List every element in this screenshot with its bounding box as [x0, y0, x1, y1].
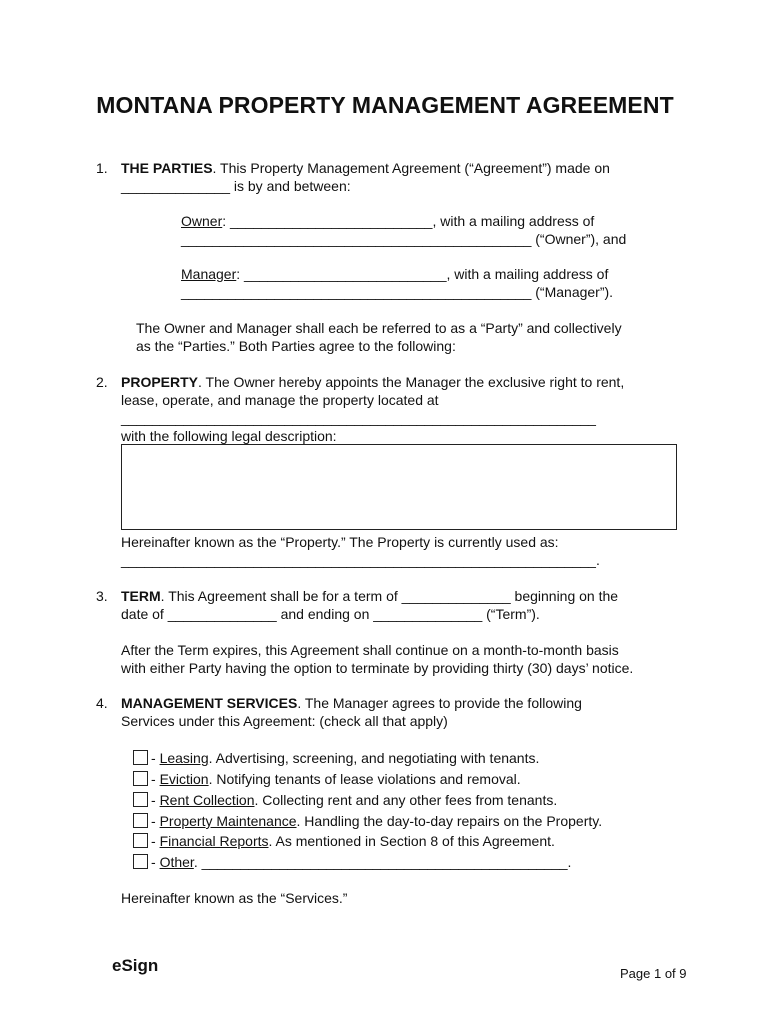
section-4-number: 4.: [96, 695, 108, 711]
section-1-heading: THE PARTIES: [121, 160, 213, 176]
owner-line-1: [181, 212, 594, 230]
property-use-field[interactable]: _____________________________________________________________.: [121, 552, 600, 568]
parties-paragraph-line-2: as the “Parties.” Both Parties agree to the following:: [136, 338, 456, 354]
service-dash: -: [151, 833, 160, 849]
document-title: MONTANA PROPERTY MANAGEMENT AGREEMENT: [96, 92, 674, 118]
owner-address-field[interactable]: _____________________________________________ (“Owner”), and: [181, 231, 627, 247]
section-4-heading: MANAGEMENT SERVICES: [121, 695, 298, 711]
legal-description-box[interactable]: [121, 444, 677, 530]
section-2-line-1: [121, 373, 624, 391]
page-number: Page 1 of 9: [620, 966, 687, 981]
section-3-number: 3.: [96, 588, 108, 604]
section-3-line-1: [121, 587, 618, 605]
other-service-field[interactable]: . _______________________________________________.: [193, 854, 572, 870]
manager-field[interactable]: : __________________________, with a mailing address of: [236, 266, 609, 282]
service-dash: -: [151, 792, 160, 808]
service-item-leasing: [151, 749, 539, 767]
manager-address-field[interactable]: _____________________________________________ (“Manager”).: [181, 284, 614, 300]
rent-collection-checkbox[interactable]: [133, 792, 148, 807]
service-item-financial-reports: [151, 832, 555, 850]
section-2-text: . The Owner hereby appoints the Manager the exclusive right to rent,: [198, 374, 625, 390]
section-2-line-4: with the following legal description:: [121, 428, 337, 444]
other-checkbox[interactable]: [133, 854, 148, 869]
manager-label: Manager: [181, 266, 237, 282]
section-4-line-1: [121, 694, 582, 712]
service-label: Other: [159, 854, 194, 870]
service-dash: -: [151, 854, 160, 870]
service-item-other: [151, 853, 571, 871]
esign-logo: eSign: [112, 956, 159, 975]
section-1-line-2: ______________ is by and between:: [121, 178, 351, 194]
service-item-rent-collection: [151, 791, 557, 809]
term-paragraph-line-2: with either Party having the option to terminate by providing thirty (30) days’ notice.: [121, 660, 634, 676]
service-label: Financial Reports: [159, 833, 269, 849]
service-item-property-maintenance: [151, 812, 602, 830]
section-3-line-2: date of ______________ and ending on ______________ (“Term”).: [121, 606, 540, 622]
financial-reports-checkbox[interactable]: [133, 833, 148, 848]
service-item-eviction: [151, 770, 521, 788]
section-2-heading: PROPERTY: [121, 374, 199, 390]
service-dash: -: [151, 750, 160, 766]
owner-field[interactable]: : __________________________, with a mailing address of: [222, 213, 595, 229]
section-2-line-2: lease, operate, and manage the property located at: [121, 392, 439, 408]
service-label: Rent Collection: [159, 792, 255, 808]
section-3-text: . This Agreement shall be for a term of ______________ beginning on the: [160, 588, 619, 604]
service-description: . Advertising, screening, and negotiating with tenants.: [208, 750, 540, 766]
section-4-line-2: Services under this Agreement: (check all that apply): [121, 713, 448, 729]
parties-paragraph-line-1: The Owner and Manager shall each be referred to as a “Party” and collectively: [136, 320, 622, 336]
service-description: . Notifying tenants of lease violations and removal.: [208, 771, 521, 787]
property-maintenance-checkbox[interactable]: [133, 813, 148, 828]
service-label: Property Maintenance: [159, 813, 297, 829]
service-label: Eviction: [159, 771, 209, 787]
service-dash: -: [151, 813, 160, 829]
services-footer: Hereinafter known as the “Services.”: [121, 890, 348, 906]
section-1-text: . This Property Management Agreement (“Agreement”) made on: [212, 160, 610, 176]
section-4-text: . The Manager agrees to provide the following: [297, 695, 582, 711]
section-1-line-1: [121, 159, 610, 177]
section-2-number: 2.: [96, 374, 108, 390]
service-description: . Handling the day-to-day repairs on the Property.: [296, 813, 603, 829]
service-dash: -: [151, 771, 160, 787]
property-address-field[interactable]: _____________________________________________________________: [121, 410, 596, 426]
manager-line-1: [181, 265, 608, 283]
owner-label: Owner: [181, 213, 223, 229]
eviction-checkbox[interactable]: [133, 771, 148, 786]
service-label: Leasing: [159, 750, 209, 766]
section-1-number: 1.: [96, 160, 108, 176]
leasing-checkbox[interactable]: [133, 750, 148, 765]
service-description: . As mentioned in Section 8 of this Agreement.: [268, 833, 555, 849]
service-description: . Collecting rent and any other fees from tenants.: [254, 792, 558, 808]
term-paragraph-line-1: After the Term expires, this Agreement shall continue on a month-to-month basis: [121, 642, 619, 658]
section-3-heading: TERM: [121, 588, 161, 604]
section-2-line-5: Hereinafter known as the “Property.” The Property is currently used as:: [121, 534, 559, 550]
